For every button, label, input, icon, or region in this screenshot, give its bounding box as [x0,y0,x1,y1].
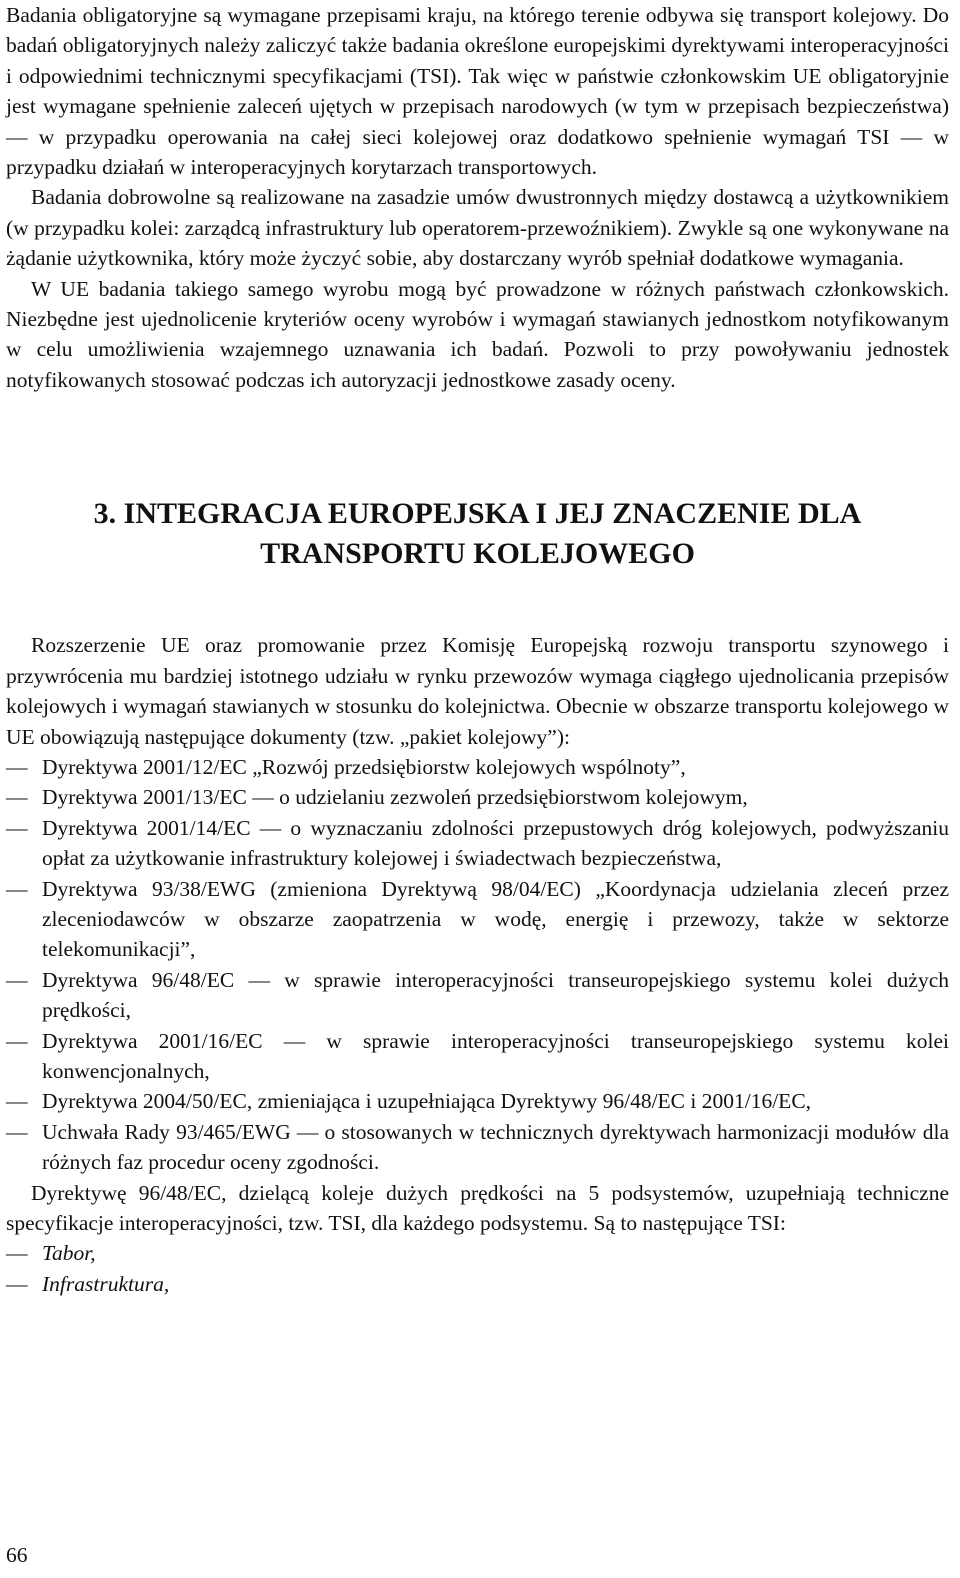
section-heading-line-2: TRANSPORTU KOLEJOWEGO [260,537,695,571]
paragraph-eu-testing: W UE badania takiego samego wyrobu mogą być prowadzone w różnych państwach członkowskich. Niezbędne jest ujednolicenie kryteriów oceny wyrobów i wymagań stawianych jednostkom notyfikowanym w celu umożliwienia wzajemnego uznawania ich badań. Pozwoli to przy powoływaniu jednostek notyfikowanych stosować podczas ich autoryzacji jednostkowe zasady oceny. [6,276,949,392]
dash-marker: — [6,1241,28,1266]
dash-marker: — [6,1028,28,1053]
list-item: — Dyrektywa 2001/14/EC — o wyznaczaniu zdolności przepustowych dróg kolejowych, podwyższaniu opłat za użytkowanie infrastruktury kolejowej i świadectwach bezpieczeństwa, [6,813,949,874]
dash-marker: — [6,967,28,992]
dash-marker: — [6,785,28,810]
list-item: — Infrastruktura, [6,1269,949,1299]
list-item: — Dyrektywa 2004/50/EC, zmieniająca i uzupełniająca Dyrektywy 96/48/EC i 2001/16/EC, [6,1086,949,1116]
list-item: — Dyrektywa 2001/12/EC „Rozwój przedsiębiorstw kolejowych wspólnoty”, [6,752,949,782]
paragraph-section-intro: Rozszerzenie UE oraz promowanie przez Komisję Europejską rozwoju transportu szynowego i przywrócenia mu bardziej istotnego udziału w rynku przewozów wymaga ciągłego ujednolicania przepisów kolejowych i wymagań stawianych w stosunku do kolejnictwa. Obecnie w obszarze transportu kolejowego w UE obowiązują następujące dokumenty (tzw. „pakiet kolejowy”): [6,633,949,749]
page-number: 66 [6,1543,28,1567]
spacer [6,395,949,494]
list-item: — Dyrektywa 93/38/EWG (zmieniona Dyrektywą 98/04/EC) „Koordynacja udzielania zleceń przez zleceniodawców w obszarze zaopatrzenia w wodę, energię i przewozy, także w sektorze telekomunikacji”, [6,874,949,965]
document-page [6,0,949,1299]
list-item: — Dyrektywa 2001/16/EC — w sprawie interoperacyjności transeuropejskiego systemu kolei konwencjonalnych, [6,1026,949,1087]
directives-list [6,752,949,1178]
dash-marker: — [6,1089,28,1114]
paragraph-voluntary-tests: Badania dobrowolne są realizowane na zasadzie umów dwustronnych między dostawcą a użytkownikiem (w przypadku kolei: zarządcą infrastruktury lub operatorem-przewoźnikiem). Zwykle są one wykonywane na żądanie użytkownika, który może życzyć sobie, aby dostarczany wyrób spełniał dodatkowe wymagania. [6,185,949,271]
list-item: — Dyrektywa 2001/13/EC — o udzielaniu zezwoleń przedsiębiorstwom kolejowym, [6,782,949,812]
paragraph-obligatory-tests: Badania obligatoryjne są wymagane przepisami kraju, na którego terenie odbywa się transport kolejowy. Do badań obligatoryjnych należy zaliczyć także badania określone europejskimi dyrektywami interoperacyjności i odpowiednimi technicznymi specyfikacjami (TSI). Tak więc w państwie członkowskim UE obligatoryjnie jest wymagane spełnienie zaleceń ujętych w przepisach narodowych (w tym w przepisach bezpieczeństwa) — w przypadku operowania na całej sieci kolejowej oraz dodatkowo spełnienie wymagań TSI — w przypadku działań w interoperacyjnych korytarzach transportowych. [6,3,949,180]
list-item: — Dyrektywa 96/48/EC — w sprawie interoperacyjności transeuropejskiego systemu kolei dużych prędkości, [6,965,949,1026]
dash-marker: — [6,815,28,840]
dash-marker: — [6,876,28,901]
list-item: — Tabor, [6,1238,949,1268]
dash-marker: — [6,1119,28,1144]
section-heading [6,494,949,574]
dash-marker: — [6,754,28,779]
tsi-list [6,1238,949,1299]
list-item: — Uchwała Rady 93/465/EWG — o stosowanych w technicznych dyrektywach harmonizacji modułów dla różnych faz procedur oceny zgodności. [6,1117,949,1178]
section-heading-line-1: 3. INTEGRACJA EUROPEJSKA I JEJ ZNACZENIE DLA [93,497,862,531]
dash-marker: — [6,1271,28,1296]
paragraph-tsi-intro: Dyrektywę 96/48/EC, dzielącą koleje dużych prędkości na 5 podsystemów, uzupełniają techniczne specyfikacje interoperacyjności, tzw. TSI, dla każdego podsystemu. Są to następujące TSI: [6,1180,949,1235]
spacer [6,574,949,630]
